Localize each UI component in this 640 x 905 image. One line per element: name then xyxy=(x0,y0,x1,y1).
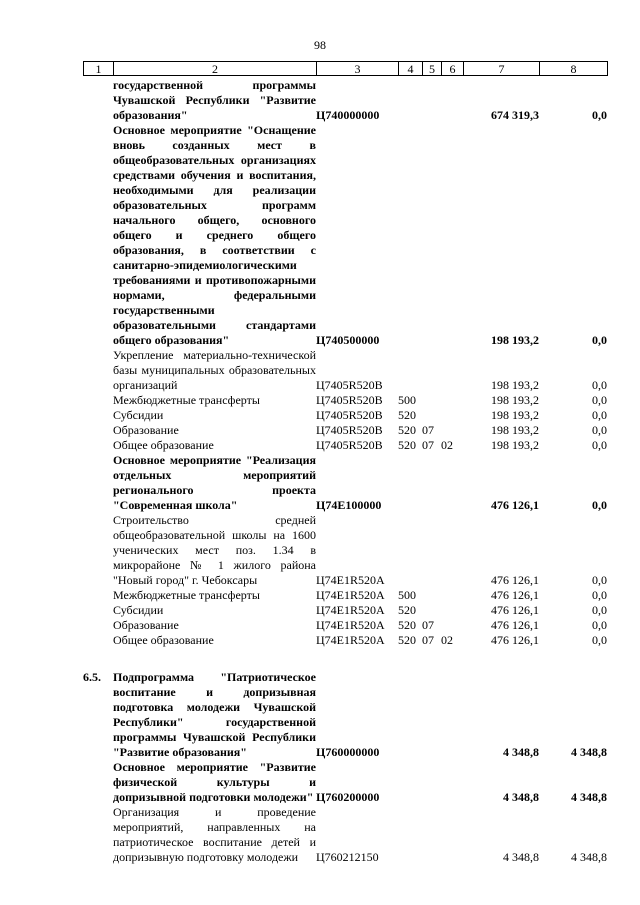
row-col6 xyxy=(441,513,463,588)
row-name: Общее образование xyxy=(113,633,214,647)
table-row xyxy=(83,438,607,453)
row-value-8: 0,0 xyxy=(592,438,607,452)
column-header: 8 xyxy=(540,62,608,76)
row-value-8: 0,0 xyxy=(592,378,607,392)
row-name: Субсидии xyxy=(113,603,164,617)
row-value-7: 476 126,1 xyxy=(491,618,539,632)
row-col5 xyxy=(422,78,441,123)
row-col4: 520 xyxy=(398,618,416,632)
row-col4: 500 xyxy=(398,393,416,407)
row-col6 xyxy=(441,805,463,865)
column-header: 5 xyxy=(423,62,442,76)
table-row xyxy=(83,760,607,805)
page-number: 98 xyxy=(314,38,326,52)
table-row xyxy=(83,393,607,408)
row-code: Ц74Е100000 xyxy=(316,498,382,512)
row-code: Ц74Е1R520A xyxy=(316,588,385,602)
row-col6 xyxy=(441,423,463,438)
row-value-7: 198 193,2 xyxy=(491,423,539,437)
row-code: Ц7405R520B xyxy=(316,438,383,452)
table-row xyxy=(83,453,607,513)
row-number xyxy=(83,618,113,633)
column-header: 2 xyxy=(114,62,317,76)
row-number xyxy=(83,603,113,618)
row-value-7: 4 348,8 xyxy=(503,745,539,759)
row-number xyxy=(83,438,113,453)
row-col4 xyxy=(398,348,422,393)
row-col4 xyxy=(398,760,422,805)
row-col6 xyxy=(441,393,463,408)
row-code: Ц74Е1R520A xyxy=(316,633,385,647)
row-value-8: 0,0 xyxy=(592,393,607,407)
row-number xyxy=(83,805,113,865)
row-col4 xyxy=(398,123,422,348)
row-col5: 07 xyxy=(422,618,434,632)
row-col4 xyxy=(398,78,422,123)
row-col4: 520 xyxy=(398,408,416,422)
row-code: Ц74Е1R520A xyxy=(316,618,385,632)
table-row xyxy=(83,588,607,603)
row-number xyxy=(83,393,113,408)
row-value-8: 4 348,8 xyxy=(571,790,607,804)
row-col5 xyxy=(422,588,441,603)
row-col6 xyxy=(441,760,463,805)
table-row xyxy=(83,423,607,438)
row-col4: 500 xyxy=(398,588,416,602)
row-code: Ц7405R520B xyxy=(316,423,383,437)
column-header-row xyxy=(83,61,608,76)
row-code: Ц740500000 xyxy=(316,333,380,347)
row-col6 xyxy=(441,123,463,348)
row-name: Межбюджетные трансферты xyxy=(113,588,260,602)
table-row xyxy=(83,78,607,123)
row-code: Ц74Е1R520A xyxy=(316,573,385,587)
row-value-8: 0,0 xyxy=(592,108,607,122)
row-code: Ц7405R520B xyxy=(316,393,383,407)
row-code: Ц760200000 xyxy=(316,790,380,804)
row-col5 xyxy=(422,760,441,805)
row-name: Основное мероприятие "Развитие физической культуры и допризывной подготовки молодежи" xyxy=(113,760,316,804)
row-code: Ц760212150 xyxy=(316,850,379,864)
row-col6 xyxy=(441,453,463,513)
row-number xyxy=(83,633,113,648)
row-col6: 02 xyxy=(441,633,453,647)
row-col6 xyxy=(441,588,463,603)
row-number xyxy=(83,123,113,348)
row-col6 xyxy=(441,603,463,618)
row-number xyxy=(83,588,113,603)
row-number xyxy=(83,408,113,423)
row-name: Межбюджетные трансферты xyxy=(113,393,260,407)
row-value-8: 0,0 xyxy=(592,423,607,437)
row-value-8: 4 348,8 xyxy=(571,850,607,864)
row-name: Основное мероприятие "Оснащение вновь созданных мест в общеобразовательных организациях средствами обучения и воспитания, необходимыми для реализации образовательных программ начального общего, основного общего и среднего общего образования, в соответствии с санитарно-эпидемиологическими требованиями и противопожарными нормами, федеральными государственными образовательными стандартами общего образования" xyxy=(113,123,316,347)
row-value-8: 0,0 xyxy=(592,618,607,632)
row-col6 xyxy=(441,348,463,393)
row-col5 xyxy=(422,670,441,760)
row-col4: 520 xyxy=(398,633,416,647)
row-value-7: 4 348,8 xyxy=(503,790,539,804)
row-value-7: 198 193,2 xyxy=(491,438,539,452)
row-col5 xyxy=(422,123,441,348)
row-value-7: 198 193,2 xyxy=(491,408,539,422)
row-col4: 520 xyxy=(398,603,416,617)
table-row xyxy=(83,123,607,348)
row-value-7: 198 193,2 xyxy=(491,333,539,347)
row-col4 xyxy=(398,513,422,588)
row-name: Образование xyxy=(113,423,179,437)
row-col4 xyxy=(398,670,422,760)
row-code: Ц74Е1R520A xyxy=(316,603,385,617)
row-value-7: 476 126,1 xyxy=(491,588,539,602)
row-value-8: 0,0 xyxy=(592,573,607,587)
row-name: Укрепление материально-технической базы муниципальных образовательных организаций xyxy=(113,348,316,392)
row-value-7: 4 348,8 xyxy=(503,850,539,864)
row-number xyxy=(83,453,113,513)
row-name: Подпрограмма "Патриотическое воспитание и допризывная подготовка молодежи Чувашской Республики" государственной программы Чувашской Республики "Развитие образования" xyxy=(113,670,316,759)
row-col6 xyxy=(441,78,463,123)
row-code: Ц740000000 xyxy=(316,108,380,122)
row-code: Ц7405R520B xyxy=(316,378,383,392)
row-number xyxy=(83,760,113,805)
row-value-7: 476 126,1 xyxy=(491,603,539,617)
row-value-8: 0,0 xyxy=(592,408,607,422)
row-number xyxy=(83,78,113,123)
column-header: 1 xyxy=(84,62,114,76)
row-value-8: 0,0 xyxy=(592,588,607,602)
row-col4 xyxy=(398,805,422,865)
row-col5 xyxy=(422,348,441,393)
row-value-7: 198 193,2 xyxy=(491,393,539,407)
row-number xyxy=(83,423,113,438)
column-header: 7 xyxy=(464,62,540,76)
column-header: 3 xyxy=(317,62,399,76)
row-col5: 07 xyxy=(422,423,434,437)
row-number xyxy=(83,513,113,588)
row-col5 xyxy=(422,408,441,423)
row-col5 xyxy=(422,805,441,865)
row-number xyxy=(83,348,113,393)
row-name: Строительство средней общеобразовательной школы на 1600 ученических мест поз. 1.34 в микрорайоне № 1 жилого района "Новый город" г. Чебоксары xyxy=(113,513,316,587)
row-col6 xyxy=(441,670,463,760)
row-col5 xyxy=(422,513,441,588)
row-value-8: 0,0 xyxy=(592,498,607,512)
row-value-8: 0,0 xyxy=(592,633,607,647)
table-row xyxy=(83,408,607,423)
table-row xyxy=(83,670,607,760)
budget-table xyxy=(83,78,607,865)
table-row xyxy=(83,618,607,633)
row-code: Ц7405R520B xyxy=(316,408,383,422)
table-row xyxy=(83,513,607,588)
row-name: Общее образование xyxy=(113,438,214,452)
row-name: Организация и проведение мероприятий, направленных на патриотическое воспитание детей и допризывную подготовку молодежи xyxy=(113,805,316,864)
row-col6 xyxy=(441,408,463,423)
row-number: 6.5. xyxy=(83,670,101,684)
row-col5 xyxy=(422,603,441,618)
row-value-7: 476 126,1 xyxy=(491,498,539,512)
row-col4: 520 xyxy=(398,423,416,437)
row-col5: 07 xyxy=(422,438,434,452)
row-value-7: 674 319,3 xyxy=(491,108,539,122)
table-row xyxy=(83,348,607,393)
row-code: Ц760000000 xyxy=(316,745,380,759)
table-row xyxy=(83,633,607,648)
row-col4 xyxy=(398,453,422,513)
row-col5 xyxy=(422,453,441,513)
row-col5 xyxy=(422,393,441,408)
row-col6 xyxy=(441,618,463,633)
row-name: Образование xyxy=(113,618,179,632)
row-value-7: 198 193,2 xyxy=(491,378,539,392)
table-row xyxy=(83,805,607,865)
section-gap xyxy=(83,648,607,670)
row-col4: 520 xyxy=(398,438,416,452)
row-value-7: 476 126,1 xyxy=(491,633,539,647)
table-row xyxy=(83,603,607,618)
row-value-8: 4 348,8 xyxy=(571,745,607,759)
row-col5: 07 xyxy=(422,633,434,647)
row-value-8: 0,0 xyxy=(592,603,607,617)
row-value-8: 0,0 xyxy=(592,333,607,347)
row-name: Основное мероприятие "Реализация отдельных мероприятий регионального проекта "Современная школа" xyxy=(113,453,316,512)
row-value-7: 476 126,1 xyxy=(491,573,539,587)
column-header: 4 xyxy=(399,62,423,76)
column-header: 6 xyxy=(442,62,464,76)
row-col6: 02 xyxy=(441,438,453,452)
row-name: государственной программы Чувашской Республики "Развитие образования" xyxy=(113,78,316,122)
row-name: Субсидии xyxy=(113,408,164,422)
